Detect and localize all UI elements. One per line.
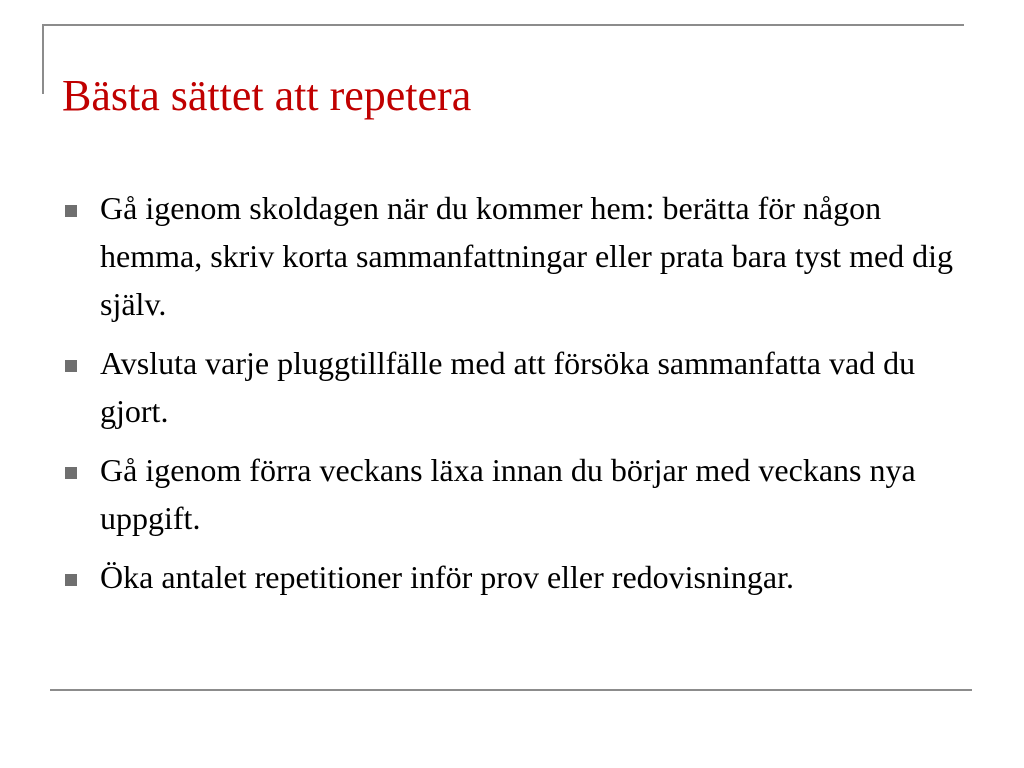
square-bullet-icon: [65, 205, 77, 217]
frame-left-line: [42, 24, 44, 94]
bullet-item: [62, 184, 962, 328]
bullet-item: [62, 339, 962, 435]
square-bullet-icon: [65, 467, 77, 479]
bullet-text: Gå igenom skoldagen när du kommer hem: berätta för någon hemma, skriv korta sammanfattningar eller prata bara tyst med dig själv.: [100, 190, 954, 322]
square-bullet-icon: [65, 360, 77, 372]
square-bullet-icon: [65, 574, 77, 586]
frame-top-line: [42, 24, 964, 26]
bullet-list: [62, 184, 962, 612]
slide-title: Bästa sättet att repetera: [62, 71, 472, 120]
bullet-text: Öka antalet repetitioner inför prov eller redovisningar.: [100, 559, 794, 595]
frame-bottom-line: [50, 689, 972, 691]
bullet-text: Avsluta varje pluggtillfälle med att försöka sammanfatta vad du gjort.: [100, 345, 916, 429]
bullet-item: [62, 553, 962, 601]
bullet-text: Gå igenom förra veckans läxa innan du börjar med veckans nya uppgift.: [100, 452, 916, 536]
bullet-item: [62, 446, 962, 542]
